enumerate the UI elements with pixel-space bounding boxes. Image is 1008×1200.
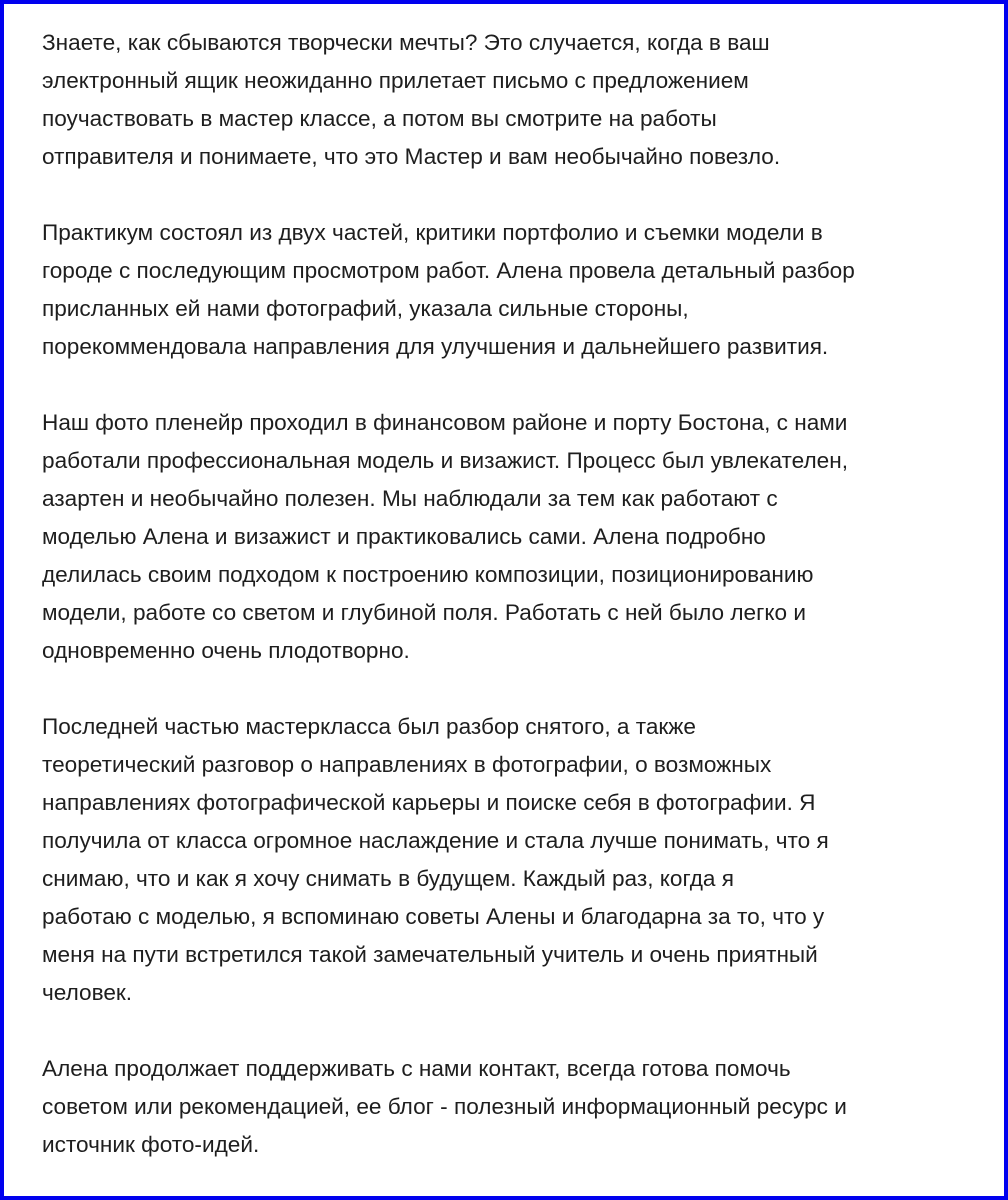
paragraph-5: Алена продолжает поддерживать с нами контакт, всегда готова помочь советом или рекомендацией, ее блог - полезный информационный ресурс и источник фото-идей. <box>42 1056 847 1157</box>
paragraph-3: Наш фото пленейр проходил в финансовом районе и порту Бостона, с нами работали профессиональная модель и визажист. Процесс был увлекателен, азартен и необычайно полезен. Мы наблюдали за тем как работают с моделью Алена и визажист и практиковались сами. Алена подробно делилась своим подходом к построению композиции, позиционированию модели, работе со светом и глубиной поля. Работать с ней было легко и одновременно очень плодотворно. <box>42 410 848 663</box>
paragraph-gap <box>42 1012 997 1050</box>
paragraph-gap <box>42 670 997 708</box>
paragraph-gap <box>42 176 997 214</box>
paragraph-1: Знаете, как сбываются творчески мечты? Это случается, когда в ваш электронный ящик неожиданно прилетает письмо с предложением поучаствовать в мастер классе, а потом вы смотрите на работы отправителя и понимаете, что это Мастер и вам необычайно повезло. <box>42 30 781 169</box>
paragraph-gap <box>42 366 997 404</box>
text-body <box>42 24 997 1164</box>
paragraph-2: Практикум состоял из двух частей, критики портфолио и съемки модели в городе с последующим просмотром работ. Алена провела детальный разбор присланных ей нами фотографий, указала сильные стороны, порекоммендовала направления для улучшения и дальнейшего развития. <box>42 220 855 359</box>
paragraph-4: Последней частью мастеркласса был разбор снятого, а также теоретический разговор о направлениях в фотографии, о возможных направлениях фотографической карьеры и поиске себя в фотографии. Я получила от класса огромное наслаждение и стала лучше понимать, что я снимаю, что и как я хочу снимать в будущем. Каждый раз, когда я работаю с моделью, я вспоминаю советы Алены и благодарна за то, что у меня на пути встретился такой замечательный учитель и очень приятный человек. <box>42 714 829 1005</box>
